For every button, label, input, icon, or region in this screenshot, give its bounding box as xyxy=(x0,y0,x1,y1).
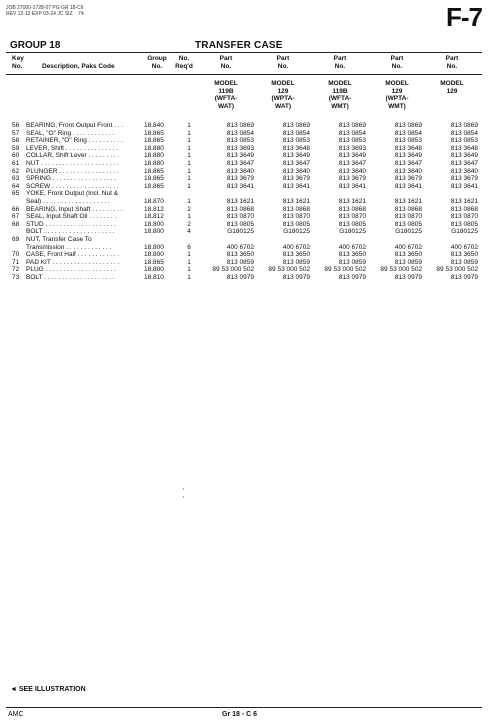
group-no-cell: 18.880 xyxy=(144,144,164,152)
qty-cell: 1 xyxy=(187,182,191,190)
table-row xyxy=(12,213,478,221)
part-number-cell: 813 3641 xyxy=(338,182,366,190)
group-no-cell: 18.800 xyxy=(144,266,164,274)
group-no-cell: 18.865 xyxy=(144,258,164,266)
part-number-cell: 89 53 000 502 xyxy=(324,266,366,274)
key-cell: 71 xyxy=(12,258,20,266)
part-number-cell: 813 0853 xyxy=(282,137,310,145)
header-rule-top xyxy=(6,52,482,53)
group-no-column-header: Group No. xyxy=(147,55,167,70)
key-cell: 68 xyxy=(12,220,20,228)
part-number-cell: 813 1621 xyxy=(394,197,422,205)
part-number-cell: 813 0979 xyxy=(394,273,422,281)
table-row xyxy=(12,160,478,168)
table-row xyxy=(12,168,478,176)
key-cell: 57 xyxy=(12,129,20,137)
table-row xyxy=(12,259,478,267)
key-cell: 62 xyxy=(12,167,20,175)
part-number-cell: G180125 xyxy=(283,228,310,236)
scan-speck xyxy=(183,488,184,490)
table-row xyxy=(12,236,478,244)
part-number-cell: 400 6702 xyxy=(282,243,310,251)
group-no-cell: 18.812 xyxy=(144,205,164,213)
qty-cell: 2 xyxy=(187,205,191,213)
key-cell: 69 xyxy=(12,235,20,243)
key-cell: 56 xyxy=(12,122,20,129)
part-number-cell: 813 3649 xyxy=(226,152,254,160)
key-cell: 73 xyxy=(12,273,20,281)
description-cell: RETAINER, "O" Ring . . . . . . . . . . xyxy=(26,137,123,145)
part-number-cell: 813 0979 xyxy=(450,273,478,281)
model-heading-2: MODEL 129 (WPTA- WAT) xyxy=(271,80,295,110)
part-number-cell: 813 3641 xyxy=(282,182,310,190)
qty-cell: 1 xyxy=(187,213,191,221)
description-cell: PAD KIT . . . . . . . . . . . . . . . . . . . xyxy=(26,258,120,266)
description-cell: Seal) . . . . . . . . . . . . . . . . . . . xyxy=(26,197,110,205)
header-rule-bottom xyxy=(6,74,482,75)
part-number-cell: 89 53 000 502 xyxy=(380,266,422,274)
part-number-cell: 813 0805 xyxy=(226,220,254,228)
group-no-cell: 18.870 xyxy=(144,197,164,205)
part-number-cell: 813 0869 xyxy=(226,122,254,129)
part-number-cell: 813 0979 xyxy=(338,273,366,281)
description-cell: STUD . . . . . . . . . . . . . . . . . . . . xyxy=(26,220,116,228)
part-number-cell: 813 0868 xyxy=(226,205,254,213)
description-cell: BEARING, Front Output Front . . . xyxy=(26,122,124,129)
table-row xyxy=(12,130,478,138)
footer-rule xyxy=(6,707,482,708)
part-number-cell xyxy=(254,190,310,198)
qty-cell: 1 xyxy=(187,159,191,167)
key-cell xyxy=(12,198,26,206)
part-number-cell: 813 3647 xyxy=(450,159,478,167)
part-number-cell: 813 3679 xyxy=(282,175,310,183)
part-number-cell xyxy=(422,190,478,198)
part-number-cell: 813 0853 xyxy=(394,137,422,145)
qty-cell: 1 xyxy=(187,175,191,183)
part-number-cell: 813 0869 xyxy=(338,122,366,129)
part-number-cell: 813 3648 xyxy=(282,144,310,152)
part-number-cell: 813 0853 xyxy=(450,137,478,145)
part-number-cell: 813 3650 xyxy=(226,251,254,259)
see-illustration-note: ◄ SEE ILLUSTRATION xyxy=(10,686,86,693)
qty-cell: 1 xyxy=(187,144,191,152)
part-number-cell: 813 0859 xyxy=(450,258,478,266)
part-number-cell: 813 1621 xyxy=(450,197,478,205)
part-number-cell: 813 3640 xyxy=(338,167,366,175)
group-no-cell: 18.800 xyxy=(144,243,164,251)
description-cell: BEARING, Input Shaft . . . . . . . . . xyxy=(26,205,123,213)
part-number-cell: 813 3640 xyxy=(450,167,478,175)
group-no-cell: 18.865 xyxy=(144,175,164,183)
group-no-cell: 18.810 xyxy=(144,273,164,281)
qty-cell: 2 xyxy=(187,220,191,228)
group-no-cell: 18.865 xyxy=(144,129,164,137)
key-cell: 63 xyxy=(12,175,20,183)
part-number-cell: 89 53 000 502 xyxy=(268,266,310,274)
part-number-cell: 813 3649 xyxy=(394,152,422,160)
qty-cell: 1 xyxy=(187,251,191,259)
description-column-header: Description, Paks Code xyxy=(42,63,115,70)
qty-cell xyxy=(180,236,198,244)
part-number-cell: 813 3647 xyxy=(338,159,366,167)
key-cell xyxy=(12,244,26,252)
model-heading-3: MODEL 119B (WFTA- WMT) xyxy=(328,80,352,110)
group-no-cell: 18.865 xyxy=(144,137,164,145)
part-number-cell: 813 0859 xyxy=(394,258,422,266)
part-number-cell: 813 1621 xyxy=(338,197,366,205)
part-number-cell: 813 0868 xyxy=(450,205,478,213)
part-number-cell: 813 3693 xyxy=(338,144,366,152)
key-cell: 67 xyxy=(12,213,20,221)
table-row xyxy=(12,152,478,160)
part-number-cell xyxy=(422,236,478,244)
key-cell: 66 xyxy=(12,205,20,213)
part-number-cell: 813 3649 xyxy=(282,152,310,160)
key-cell: 60 xyxy=(12,152,20,160)
part-number-cell: 813 0868 xyxy=(338,205,366,213)
part-number-cell: 813 0859 xyxy=(282,258,310,266)
key-cell: 58 xyxy=(12,137,20,145)
part-no-column-header-3: Part No. xyxy=(333,55,347,70)
table-row xyxy=(12,137,478,145)
part-number-cell xyxy=(254,236,310,244)
key-cell: 70 xyxy=(12,251,20,259)
description-cell: COLLAR, Shift Lever . . . . . . . . . xyxy=(26,152,120,160)
table-row xyxy=(12,175,478,183)
part-number-cell: 89 53 000 502 xyxy=(436,266,478,274)
qty-cell: 6 xyxy=(187,243,191,251)
part-number-cell: 813 0870 xyxy=(450,213,478,221)
table-row xyxy=(12,206,478,214)
key-cell: 59 xyxy=(12,144,20,152)
key-cell xyxy=(12,228,26,236)
part-number-cell: 813 0805 xyxy=(394,220,422,228)
part-number-cell: 813 0854 xyxy=(394,129,422,137)
part-number-cell: G180125 xyxy=(395,228,422,236)
part-number-cell: 813 1621 xyxy=(282,197,310,205)
footer-publisher: AMC xyxy=(8,711,24,718)
section-title: TRANSFER CASE xyxy=(195,40,283,51)
part-number-cell: 813 3640 xyxy=(226,167,254,175)
key-cell: 64 xyxy=(12,182,20,190)
table-row xyxy=(12,228,478,236)
part-number-cell: 400 6702 xyxy=(338,243,366,251)
key-column-header: Key No. xyxy=(12,55,24,70)
model-heading-1: MODEL 119B (WFTA- WAT) xyxy=(214,80,238,110)
group-no-cell: 18.880 xyxy=(144,159,164,167)
table-row xyxy=(12,244,478,252)
part-number-cell: 813 3647 xyxy=(394,159,422,167)
part-number-cell: 813 0870 xyxy=(394,213,422,221)
qty-cell: 1 xyxy=(187,152,191,160)
part-number-cell: G180125 xyxy=(227,228,254,236)
table-row xyxy=(12,145,478,153)
part-number-cell: 813 3649 xyxy=(338,152,366,160)
part-number-cell: 813 0854 xyxy=(226,129,254,137)
model-heading-5: MODEL 129 xyxy=(440,80,464,95)
part-number-cell: 813 0979 xyxy=(282,273,310,281)
table-row xyxy=(12,274,478,282)
group-no-cell xyxy=(144,236,180,244)
qty-cell: 4 xyxy=(187,228,191,236)
part-number-cell xyxy=(198,236,254,244)
part-number-cell: 813 1621 xyxy=(226,197,254,205)
description-cell: SEAL, "O" Ring . . . . . . . . . . . . xyxy=(26,129,115,137)
group-no-cell: 18.840 xyxy=(144,122,164,129)
key-cell: 65 xyxy=(12,190,20,198)
part-number-cell: 813 0870 xyxy=(226,213,254,221)
part-number-cell: 813 3679 xyxy=(226,175,254,183)
qty-column-header: No. Req'd xyxy=(175,55,193,70)
part-number-cell: 89 53 000 502 xyxy=(212,266,254,274)
description-cell: PLUNGER . . . . . . . . . . . . . . . . . xyxy=(26,167,119,175)
part-number-cell: 813 0859 xyxy=(338,258,366,266)
footer-group-page: Gr 18 - C 6 xyxy=(222,711,258,718)
description-cell: SPRING . . . . . . . . . . . . . . . . . . xyxy=(26,175,116,183)
parts-table xyxy=(12,122,478,281)
part-number-cell: 813 0805 xyxy=(282,220,310,228)
description-cell: Transmission . . . . . . . . . . . . . xyxy=(26,243,112,251)
part-number-cell: 813 3679 xyxy=(450,175,478,183)
group-no-cell: 18.800 xyxy=(144,220,164,228)
group-no-cell: 18.812 xyxy=(144,213,164,221)
table-row xyxy=(12,122,478,130)
qty-cell: 1 xyxy=(187,273,191,281)
description-cell: NUT . . . . . . . . . . . . . . . . . . . . . . xyxy=(26,159,119,167)
part-number-cell: 813 3641 xyxy=(394,182,422,190)
part-number-cell xyxy=(366,236,422,244)
part-number-cell: 813 0979 xyxy=(226,273,254,281)
part-number-cell: 813 3641 xyxy=(226,182,254,190)
part-number-cell: 813 3648 xyxy=(394,144,422,152)
part-number-cell: 813 3641 xyxy=(450,182,478,190)
table-row xyxy=(12,198,478,206)
table-row xyxy=(12,183,478,191)
model-heading-4: MODEL 129 (WPTA- WMT) xyxy=(385,80,409,110)
part-no-column-header-4: Part No. xyxy=(390,55,404,70)
description-cell: YOKE, Front Output (Incl. Nut & xyxy=(26,190,119,198)
part-number-cell: 813 0853 xyxy=(226,137,254,145)
part-number-cell: 813 0854 xyxy=(338,129,366,137)
qty-cell: 1 xyxy=(187,129,191,137)
scan-speck xyxy=(183,496,184,498)
group-no-cell: 18.800 xyxy=(144,251,164,259)
description-cell: PLUG . . . . . . . . . . . . . . . . . . . . xyxy=(26,266,116,274)
part-number-cell: G180125 xyxy=(339,228,366,236)
part-number-cell: 813 3650 xyxy=(450,251,478,259)
group-no-cell: 18.800 xyxy=(144,228,164,236)
part-number-cell: 400 6702 xyxy=(226,243,254,251)
description-cell: BOLT . . . . . . . . . . . . . . . . . . . . xyxy=(26,228,115,236)
group-label: GROUP 18 xyxy=(10,40,61,51)
description-cell: BOLT . . . . . . . . . . . . . . . . . . . . xyxy=(26,273,115,281)
part-number-cell: 400 6702 xyxy=(394,243,422,251)
part-no-column-header-1: Part No. xyxy=(219,55,233,70)
group-no-cell xyxy=(144,190,180,198)
part-number-cell: 813 0805 xyxy=(450,220,478,228)
part-number-cell: 813 3650 xyxy=(394,251,422,259)
part-number-cell: 813 3650 xyxy=(282,251,310,259)
part-number-cell: 813 3650 xyxy=(338,251,366,259)
part-number-cell: 813 0854 xyxy=(282,129,310,137)
page-number: F-7 xyxy=(446,2,482,32)
group-no-cell: 18.880 xyxy=(144,152,164,160)
part-number-cell: 813 0870 xyxy=(282,213,310,221)
qty-cell: 1 xyxy=(187,266,191,274)
part-no-column-header-5: Part No. xyxy=(445,55,459,70)
part-number-cell: 813 0869 xyxy=(282,122,310,129)
part-number-cell: 813 3649 xyxy=(450,152,478,160)
qty-cell: 1 xyxy=(187,167,191,175)
part-number-cell: 813 0869 xyxy=(450,122,478,129)
group-no-cell: 18.865 xyxy=(144,167,164,175)
table-row xyxy=(12,190,478,198)
part-number-cell: 813 3640 xyxy=(282,167,310,175)
description-cell: NUT, Transfer Case To xyxy=(26,235,92,243)
table-row xyxy=(12,221,478,229)
part-number-cell: 813 0859 xyxy=(226,258,254,266)
part-number-cell: 813 3679 xyxy=(394,175,422,183)
description-cell: CASE, Front Half . . . . . . . . . . . . xyxy=(26,251,120,259)
part-number-cell: 813 0868 xyxy=(394,205,422,213)
key-cell: 61 xyxy=(12,159,20,167)
part-no-column-header-2: Part No. xyxy=(276,55,290,70)
description-cell: SCREW . . . . . . . . . . . . . . . . . . . xyxy=(26,182,119,190)
part-number-cell: 813 0869 xyxy=(394,122,422,129)
part-number-cell: 813 0805 xyxy=(338,220,366,228)
part-number-cell: 813 0854 xyxy=(450,129,478,137)
qty-cell: 1 xyxy=(187,137,191,145)
qty-cell: 1 xyxy=(187,258,191,266)
key-cell: 72 xyxy=(12,266,20,274)
group-no-cell: 18.865 xyxy=(144,182,164,190)
part-number-cell: 813 3693 xyxy=(226,144,254,152)
part-number-cell: G180125 xyxy=(451,228,478,236)
table-row xyxy=(12,251,478,259)
description-cell: SEAL, Input Shaft Oil . . . . . . . . xyxy=(26,213,117,221)
part-number-cell: 813 3648 xyxy=(450,144,478,152)
part-number-cell xyxy=(310,236,366,244)
qty-cell: 1 xyxy=(187,197,191,205)
part-number-cell xyxy=(310,190,366,198)
part-number-cell: 813 3647 xyxy=(226,159,254,167)
part-number-cell: 813 0853 xyxy=(338,137,366,145)
part-number-cell xyxy=(198,190,254,198)
table-row xyxy=(12,266,478,274)
part-number-cell xyxy=(366,190,422,198)
part-number-cell: 813 3640 xyxy=(394,167,422,175)
description-cell: LEVER, Shift . . . . . . . . . . . . . . . xyxy=(26,144,119,152)
part-number-cell: 813 0870 xyxy=(338,213,366,221)
part-number-cell: 813 3647 xyxy=(282,159,310,167)
job-header: JOB 27000-1728-07 PG GR 18-C6 REV 12-12 EXP 03-24 JC SIZ 74 xyxy=(6,5,84,17)
part-number-cell: 813 0868 xyxy=(282,205,310,213)
qty-cell xyxy=(180,190,198,198)
part-number-cell: 813 3679 xyxy=(338,175,366,183)
part-number-cell: 400 6702 xyxy=(450,243,478,251)
qty-cell: 1 xyxy=(187,122,191,129)
